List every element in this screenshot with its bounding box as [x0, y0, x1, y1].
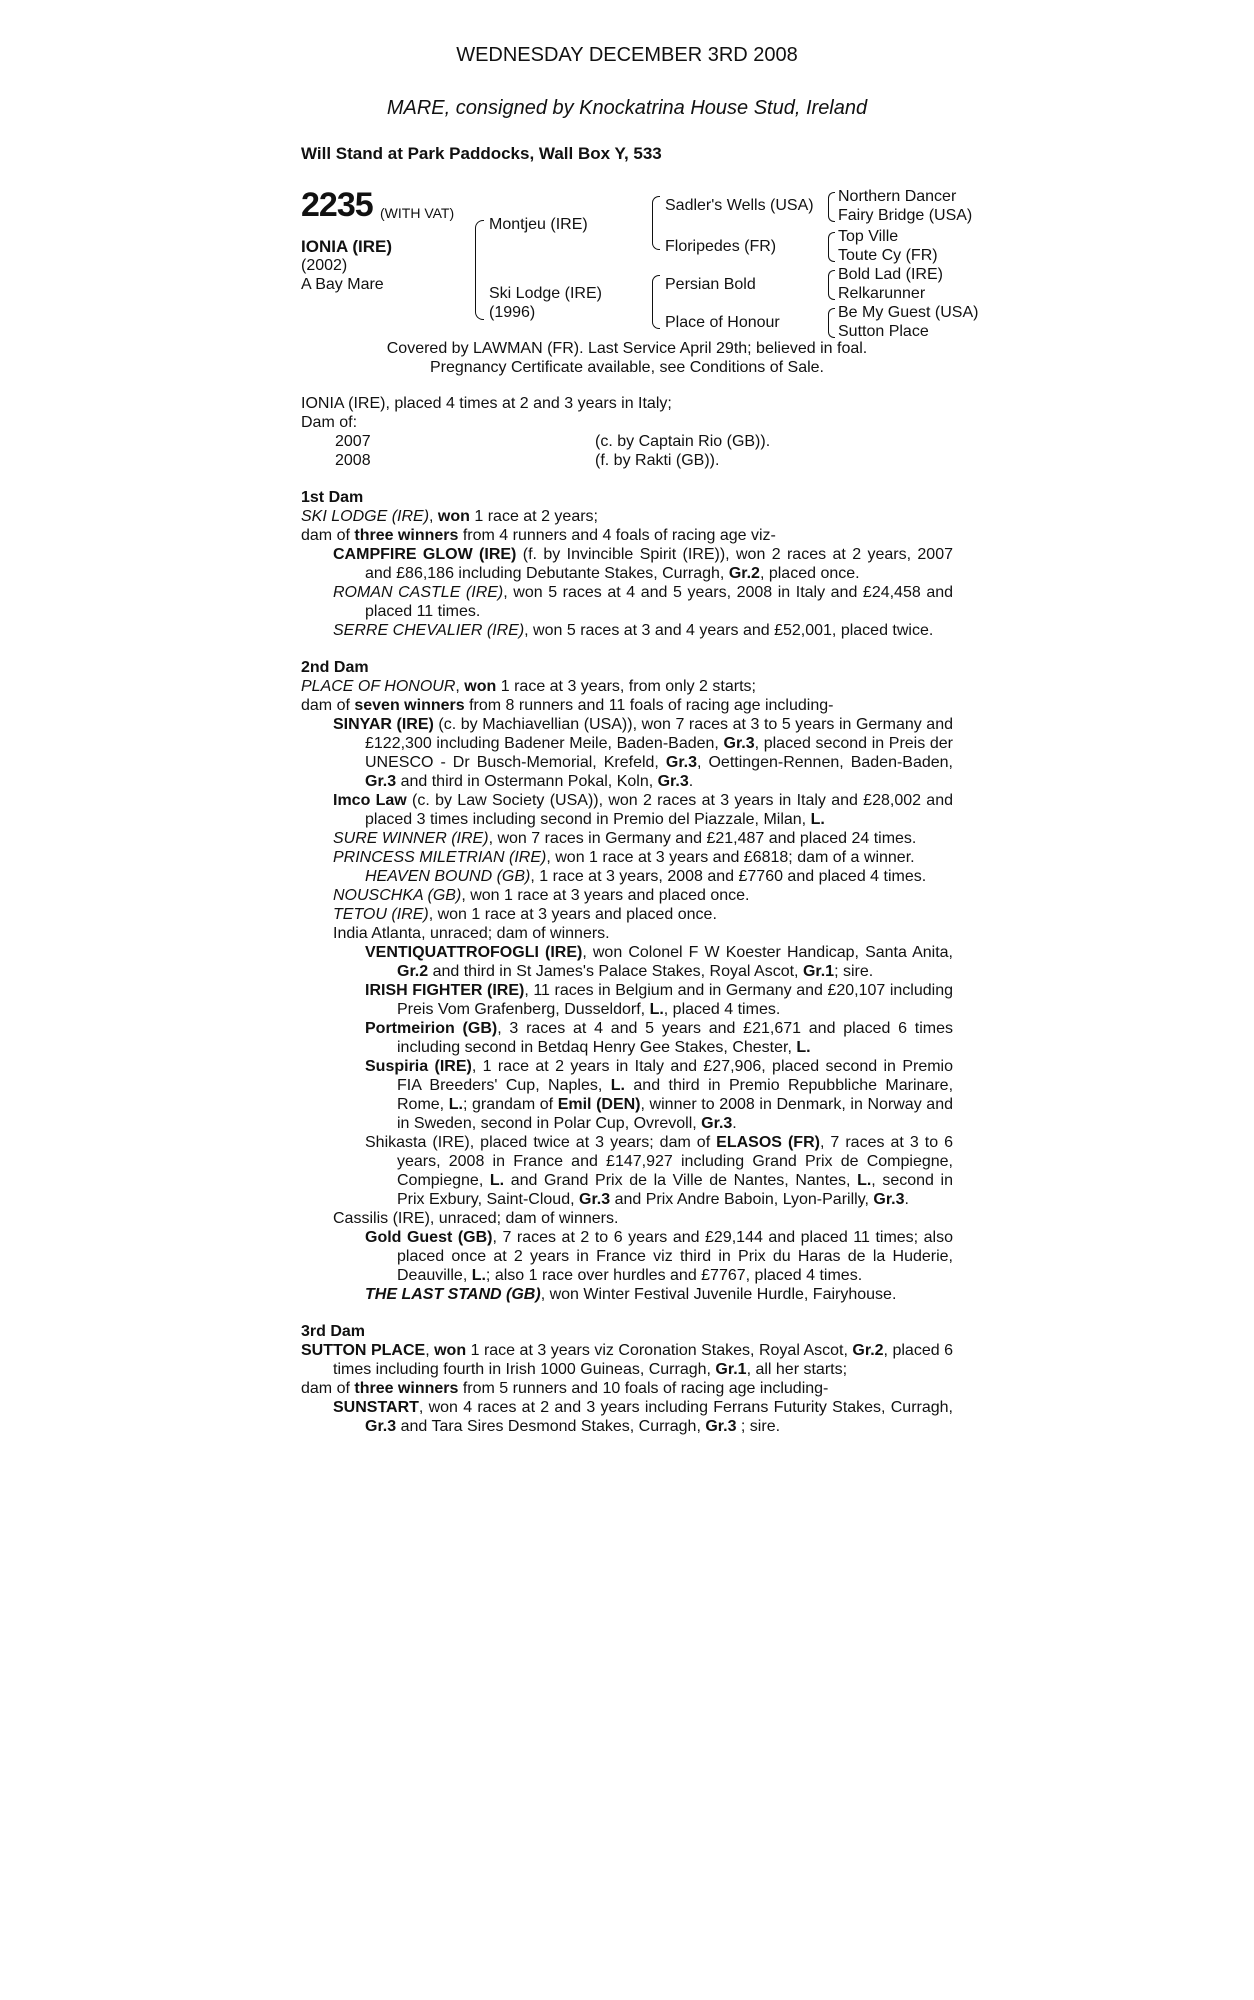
- produce-entry: THE LAST STAND (GB), won Winter Festival Juvenile Hurdle, Fairyhouse.: [365, 1286, 897, 1303]
- second-dam-summary: dam of seven winners from 8 runners and 11 foals of racing age including-: [301, 697, 834, 714]
- pedigree-g5: Bold Lad (IRE): [838, 266, 943, 283]
- consignment-line: MARE, consigned by Knockatrina House Stud, Ireland: [386, 97, 868, 119]
- pedigree-brace-g34: [828, 232, 835, 262]
- pedigree-g1: Northern Dancer: [838, 188, 957, 205]
- pedigree-g4: Toute Cy (FR): [838, 247, 938, 264]
- pedigree-brace-g12: [828, 192, 835, 222]
- intro-dam-of: Dam of:: [301, 414, 358, 431]
- pedigree-g6: Relkarunner: [838, 285, 926, 302]
- produce-record: [301, 394, 953, 1436]
- lot-number: 2235: [301, 186, 373, 224]
- produce-entry: HEAVEN BOUND (GB), 1 race at 3 years, 2008 and £7760 and placed 4 times.: [365, 868, 927, 885]
- first-dam-summary: dam of three winners from 4 runners and 4 foals of racing age viz-: [301, 527, 776, 544]
- covering-note: Covered by LAWMAN (FR). Last Service April 29th; believed in foal.: [386, 340, 868, 357]
- pedigree-g3: Top Ville: [838, 228, 899, 245]
- pedigree-sire: Montjeu (IRE): [489, 216, 588, 233]
- pregnancy-note: Pregnancy Certificate available, see Conditions of Sale.: [430, 359, 824, 376]
- produce-entry: India Atlanta, unraced; dam of winners.: [333, 925, 610, 942]
- produce-desc: (f. by Rakti (GB)).: [595, 452, 720, 469]
- produce-row: [301, 432, 953, 451]
- pedigree-brace-dam: [652, 275, 660, 329]
- pedigree-dam-year: (1996): [489, 304, 536, 321]
- third-dam-summary: dam of three winners from 5 runners and 10 foals of racing age including-: [301, 1380, 829, 1397]
- produce-entry: NOUSCHKA (GB), won 1 race at 3 years and placed once.: [333, 887, 750, 904]
- produce-entry: Cassilis (IRE), unraced; dam of winners.: [333, 1210, 619, 1227]
- pedigree-g7: Be My Guest (USA): [838, 304, 979, 321]
- stand-location: Will Stand at Park Paddocks, Wall Box Y, 533: [301, 144, 662, 163]
- horse-year: (2002): [301, 257, 348, 274]
- produce-desc: (c. by Captain Rio (GB)).: [595, 433, 771, 450]
- first-dam-heading: 1st Dam: [301, 489, 364, 506]
- second-dam-line: PLACE OF HONOUR, won 1 race at 3 years, from only 2 starts;: [301, 678, 756, 695]
- pedigree-sire-sire: Sadler's Wells (USA): [665, 197, 814, 214]
- pedigree-brace-sire: [652, 196, 660, 250]
- first-dam-line: SKI LODGE (IRE), won 1 race at 2 years;: [301, 508, 598, 525]
- produce-entry: Imco Law (c. by Law Society (USA)), won 2 races at 3 years in Italy and £28,002 and placed 3 times including second in Premio del Piazzale, Milan, L.: [333, 792, 954, 828]
- pedigree-brace-g78: [828, 308, 835, 338]
- pedigree-g2: Fairy Bridge (USA): [838, 207, 973, 224]
- horse-description: A Bay Mare: [301, 276, 384, 293]
- third-dam-heading: 3rd Dam: [301, 1323, 366, 1340]
- produce-entry: ROMAN CASTLE (IRE), won 5 races at 4 and 5 years, 2008 in Italy and £24,458 and placed 11 times.: [333, 584, 954, 620]
- third-dam-line: SUTTON PLACE, won 1 race at 3 years viz Coronation Stakes, Royal Ascot, Gr.2, placed 6 times including fourth in Irish 1000 Guineas, Curragh, Gr.1, all her starts;: [301, 1342, 953, 1378]
- pedigree-sire-dam: Floripedes (FR): [665, 238, 777, 255]
- produce-entry: PRINCESS MILETRIAN (IRE), won 1 race at 3 years and £6818; dam of a winner.: [333, 849, 915, 866]
- second-dam-heading: 2nd Dam: [301, 659, 369, 676]
- produce-year: 2007: [335, 433, 371, 450]
- pedigree-g8: Sutton Place: [838, 323, 929, 340]
- pedigree-dam: Ski Lodge (IRE): [489, 285, 602, 302]
- pedigree-dam-dam: Place of Honour: [665, 314, 780, 331]
- pedigree-dam-sire: Persian Bold: [665, 276, 756, 293]
- produce-entry: SURE WINNER (IRE), won 7 races in Germany and £21,487 and placed 24 times.: [333, 830, 917, 847]
- pedigree-brace-g56: [828, 270, 835, 300]
- produce-entry: Suspiria (IRE), 1 race at 2 years in Italy and £27,906, placed second in Premio FIA Breeders' Cup, Naples, L. and third in Premio Repubbliche Marinare, Rome, L.; grandam of Emil (DEN), winner to 2008 in Denmark, in Norway and in Sweden, second in Polar Cup, Ovrevoll, Gr.3.: [365, 1058, 954, 1132]
- produce-row: [301, 451, 953, 470]
- intro-placed: IONIA (IRE), placed 4 times at 2 and 3 years in Italy;: [301, 395, 672, 412]
- produce-year: 2008: [335, 452, 371, 469]
- produce-entry: IRISH FIGHTER (IRE), 11 races in Belgium and in Germany and £20,107 including Preis Vom Grafenberg, Dusseldorf, L., placed 4 times.: [365, 982, 953, 1018]
- produce-entry: SUNSTART, won 4 races at 2 and 3 years including Ferrans Futurity Stakes, Curragh, Gr.3 and Tara Sires Desmond Stakes, Curragh, Gr.3 ; sire.: [333, 1399, 953, 1435]
- produce-entry: Gold Guest (GB), 7 races at 2 to 6 years and £29,144 and placed 11 times; also placed once at 2 years in France viz third in Prix du Haras de la Huderie, Deauville, L.; also 1 race over hurdles and £7767, placed 4 times.: [365, 1229, 953, 1284]
- vat-note: (WITH VAT): [380, 205, 455, 221]
- produce-entry: Shikasta (IRE), placed twice at 3 years; dam of ELASOS (FR), 7 races at 3 to 6 years, 2008 in France and £147,927 including Grand Prix de Compiegne, Compiegne, L. and Grand Prix de la Ville de Nantes, Nantes, L., second in Prix Exbury, Saint-Cloud, Gr.3 and Prix Andre Baboin, Lyon-Parilly, Gr.3.: [365, 1134, 954, 1208]
- produce-entry: TETOU (IRE), won 1 race at 3 years and placed once.: [333, 906, 717, 923]
- produce-entry: Portmeirion (GB), 3 races at 4 and 5 years and £21,671 and placed 6 times including second in Betdaq Henry Gee Stakes, Chester, L.: [365, 1020, 954, 1056]
- horse-name: IONIA (IRE): [301, 237, 392, 256]
- produce-entry: SERRE CHEVALIER (IRE), won 5 races at 3 and 4 years and £52,001, placed twice.: [333, 622, 934, 639]
- produce-entry: VENTIQUATTROFOGLI (IRE), won Colonel F W Koester Handicap, Santa Anita, Gr.2 and third in St James's Palace Stakes, Royal Ascot, Gr.1; sire.: [365, 944, 954, 980]
- produce-entry: CAMPFIRE GLOW (IRE) (f. by Invincible Spirit (IRE)), won 2 races at 2 years, 2007 and £86,186 including Debutante Stakes, Curragh, Gr.2, placed once.: [333, 546, 953, 582]
- pedigree-brace-main: [475, 220, 484, 320]
- produce-entry: SINYAR (IRE) (c. by Machiavellian (USA)), won 7 races at 3 to 5 years in Germany and £122,300 including Badener Meile, Baden-Baden, Gr.3, placed second in Preis der UNESCO - Dr Busch-Memorial, Krefeld, Gr.3, Oettingen-Rennen, Baden-Baden, Gr.3 and third in Ostermann Pokal, Koln, Gr.3.: [333, 716, 954, 790]
- sale-date: WEDNESDAY DECEMBER 3RD 2008: [456, 44, 798, 66]
